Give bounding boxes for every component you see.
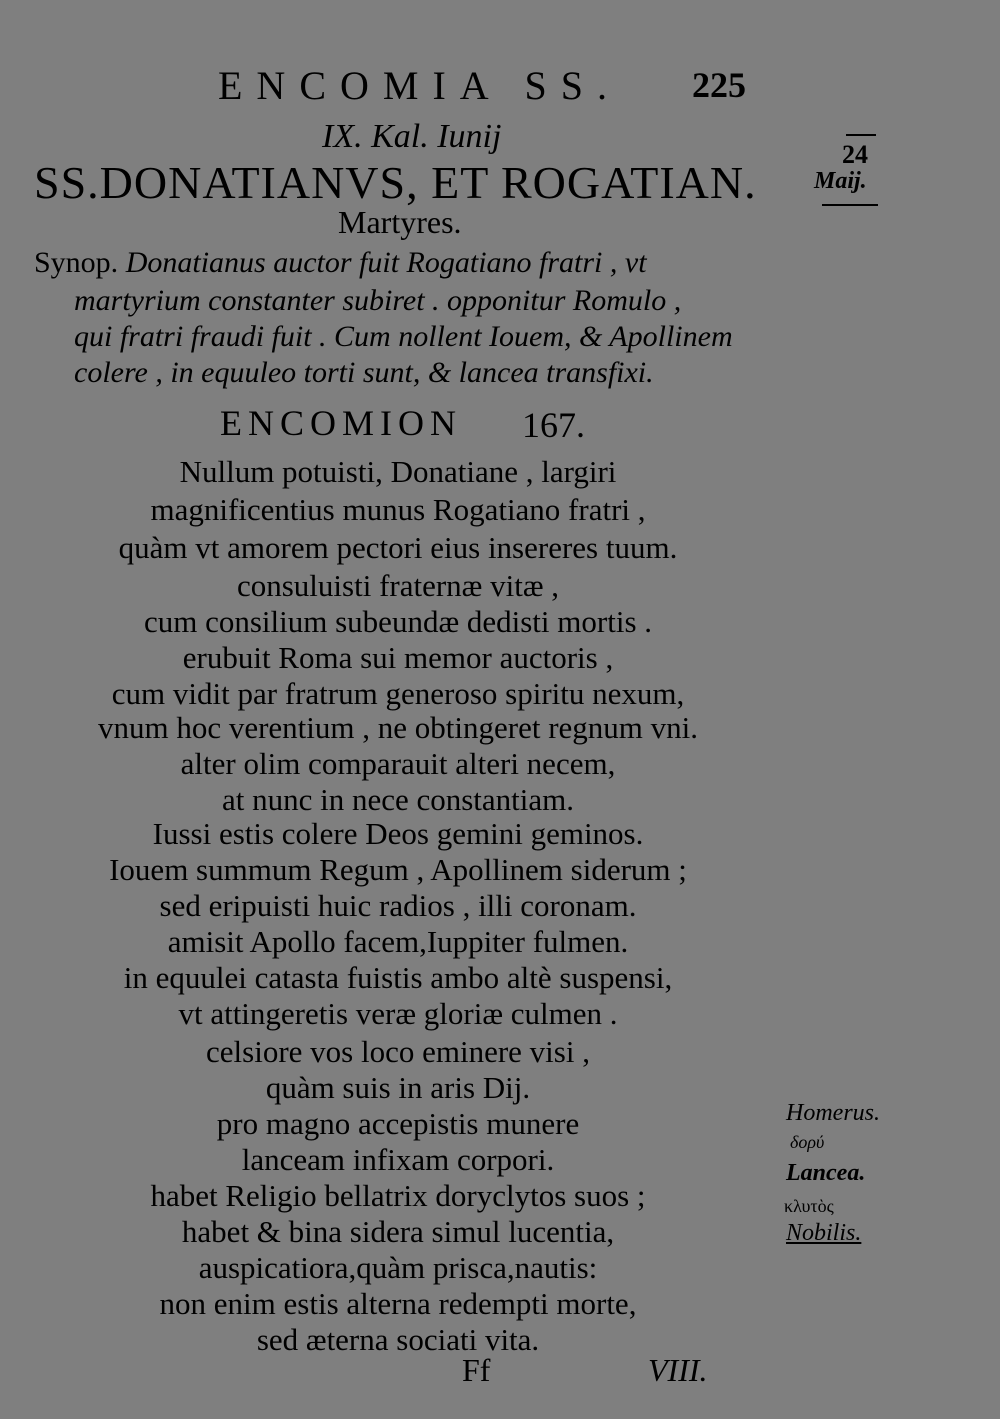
verse-line: cum consilium subeundæ dedisti mortis .	[143, 604, 653, 639]
verse-line: lanceam infixam corpori.	[241, 1142, 555, 1177]
synopsis-text: Donatianus auctor fuit Rogatiano fratri , vt	[125, 246, 647, 279]
verse-line: Iouem summum Regum , Apollinem siderum ;	[109, 852, 687, 887]
verse-line: vt attingeretis veræ gloriæ culmen .	[178, 996, 618, 1031]
verse-line: quàm suis in aris Dij.	[265, 1070, 531, 1105]
feast-date-line: IX. Kal. Iunij	[322, 118, 502, 155]
saints-title: SS.DONATIANVS, ET ROGATIAN.	[34, 157, 757, 208]
verse-line: erubuit Roma sui memor auctoris ,	[182, 640, 614, 675]
synopsis-line	[34, 246, 647, 280]
verse-line: habet Religio bellatrix doryclytos suos ;	[150, 1178, 646, 1213]
verse-line: Nullum potuisti, Donatiane , largiri	[179, 454, 617, 489]
verse-line: alter olim comparauit alteri necem,	[180, 746, 616, 781]
verse-line: habet & bina sidera simul lucentia,	[181, 1214, 615, 1249]
margin-note: Lancea.	[786, 1160, 866, 1186]
margin-note: κλυτὸς	[784, 1196, 834, 1216]
verse-line: at nunc in nece constantiam.	[221, 782, 575, 817]
margin-rule	[846, 134, 876, 136]
verse-line: magnificentius munus Rogatiano fratri ,	[150, 492, 646, 527]
page-number: 225	[692, 65, 746, 105]
verse-line: amisit Apollo facem,Iuppiter fulmen.	[167, 924, 629, 959]
verse-line: vnum hoc verentium , ne obtingeret regnum vni.	[97, 710, 699, 745]
verse-line: Iussi estis colere Deos gemini geminos.	[152, 816, 644, 851]
running-head: ENCOMIA SS.	[218, 63, 621, 108]
encomion-heading: ENCOMION	[220, 403, 462, 443]
margin-date-day: 24	[842, 140, 868, 169]
signature-mark: Ff	[462, 1352, 491, 1388]
synopsis-line: qui fratri fraudi fuit . Cum nollent Iouem, & Apollinem	[74, 320, 733, 353]
verse-line: in equulei catasta fuistis ambo altè suspensi,	[123, 960, 673, 995]
verse-line: quàm vt amorem pectori eius insereres tuum.	[118, 530, 678, 565]
verse-line: sed eripuisti huic radios , illi coronam.	[159, 888, 637, 923]
verse-line: cum vidit par fratrum generoso spiritu nexum,	[111, 676, 685, 711]
synopsis-label: Synop.	[34, 246, 119, 279]
verse-line: celsiore vos loco eminere visi ,	[206, 1034, 590, 1069]
synopsis-line: colere , in equuleo torti sunt, & lancea transfixi.	[74, 356, 654, 389]
margin-note: Nobilis.	[786, 1220, 862, 1246]
margin-date-month: Maij.	[814, 168, 867, 194]
verse-line: pro magno accepistis munere	[216, 1106, 580, 1141]
margin-note: δορύ	[790, 1132, 825, 1152]
catchword: VIII.	[648, 1352, 708, 1388]
verse-line: sed æterna sociati vita.	[256, 1322, 540, 1357]
verse-line: auspicatiora,quàm prisca,nautis:	[198, 1250, 598, 1285]
verse-line: consuluisti fraternæ vitæ ,	[236, 568, 560, 603]
synopsis-line: martyrium constanter subiret . opponitur Romulo ,	[74, 284, 682, 317]
encomion-number: 167.	[522, 405, 585, 445]
saints-subtitle: Martyres.	[338, 204, 462, 240]
verse-line: non enim estis alterna redempti morte,	[159, 1286, 637, 1321]
margin-note: Homerus.	[786, 1100, 880, 1126]
margin-rule	[822, 204, 878, 206]
